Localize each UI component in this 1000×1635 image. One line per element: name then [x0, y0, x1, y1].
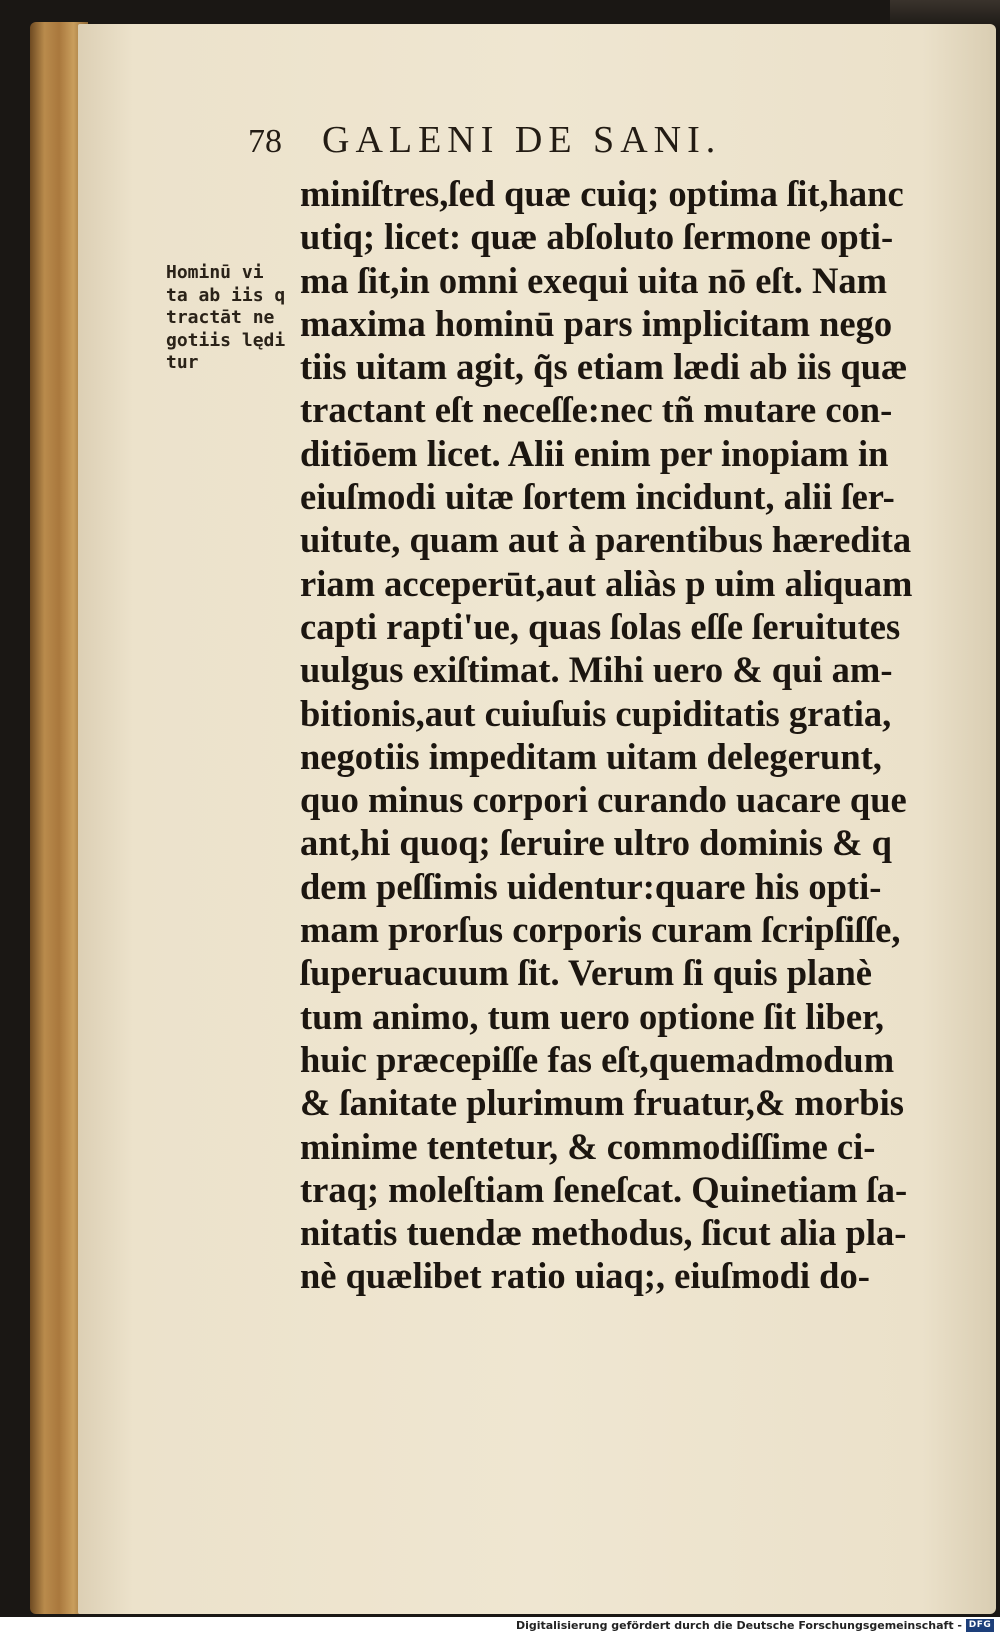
- text-line: ant,hi quoq; ſeruire ultro dominis & q: [300, 822, 892, 864]
- marginal-line: Hominū vi: [166, 262, 264, 283]
- body-text: [300, 172, 940, 1298]
- marginal-line: tur: [166, 352, 199, 373]
- text-line: ſuperuacuum ſit. Verum ſi quis planè: [300, 952, 872, 994]
- text-line: mam prorſus corporis curam ſcripſiſſe,: [300, 909, 901, 951]
- text-line: tum animo, tum uero optione ſit liber,: [300, 995, 885, 1037]
- text-line: minime tentetur, & commodiſſime ci-: [300, 1125, 876, 1167]
- marginal-line: ta ab iis q: [166, 284, 286, 306]
- page-number: 78: [248, 123, 282, 160]
- text-line: ditiōem licet. Alii enim per inopiam in: [300, 432, 889, 474]
- text-line: tractant eſt neceſſe:nec tñ mutare con-: [300, 389, 893, 431]
- text-line: capti rapti'ue, quas ſolas eſſe ſeruitutes: [300, 605, 901, 647]
- marginal-note: [166, 262, 296, 375]
- text-line: bitionis,aut cuiuſuis cupiditatis gratia,: [300, 692, 892, 734]
- running-head: [248, 118, 888, 162]
- text-line: nitatis tuendæ methodus, ſicut alia pla-: [300, 1212, 907, 1254]
- text-line: uulgus exiſtimat. Mihi uero & qui am-: [300, 649, 893, 691]
- text-line: huic præcepiſſe fas eſt,quemadmodum: [300, 1038, 895, 1080]
- text-line: maxima hominū pars implicitam nego: [300, 302, 893, 344]
- text-line: riam acceperūt,aut aliàs p uim aliquam: [300, 562, 913, 604]
- text-line: quo minus corpori curando uacare que: [300, 779, 907, 821]
- text-line: nè quælibet ratio uiaq;, eiuſmodi do-: [300, 1255, 870, 1297]
- text-line: dem peſſimis uidentur:quare his opti-: [300, 865, 882, 907]
- text-line: miniſtres,ſed quæ cuiq; optima ſit,hanc: [300, 173, 904, 214]
- text-line: ma ſit,in omni exequi uita nō eſt. Nam: [300, 259, 888, 301]
- text-line: & ſanitate plurimum fruatur,& morbis: [300, 1082, 904, 1124]
- text-line: tiis uitam agit, q̃s etiam lædi ab iis quæ: [300, 346, 908, 388]
- footer-credit: Digitalisierung gefördert durch die Deutsche Forschungsgemeinschaft -: [515, 1619, 962, 1632]
- text-line: utiq; licet: quæ abſoluto ſermone opti-: [300, 216, 894, 258]
- text-line: eiuſmodi uitæ ſortem incidunt, alii ſer-: [300, 476, 895, 518]
- dfg-logo: DFG: [966, 1619, 994, 1632]
- marginal-line: tractāt ne: [166, 307, 275, 328]
- running-head-title: GALENI DE SANI.: [322, 119, 722, 161]
- text-line: uitute, quam aut à parentibus hæredita: [300, 519, 912, 561]
- text-line: negotiis impeditam uitam delegerunt,: [300, 735, 882, 777]
- text-line: traq; moleſtiam ſeneſcat. Quinetiam ſa-: [300, 1168, 908, 1210]
- marginal-line: gotiis lędi: [166, 329, 286, 351]
